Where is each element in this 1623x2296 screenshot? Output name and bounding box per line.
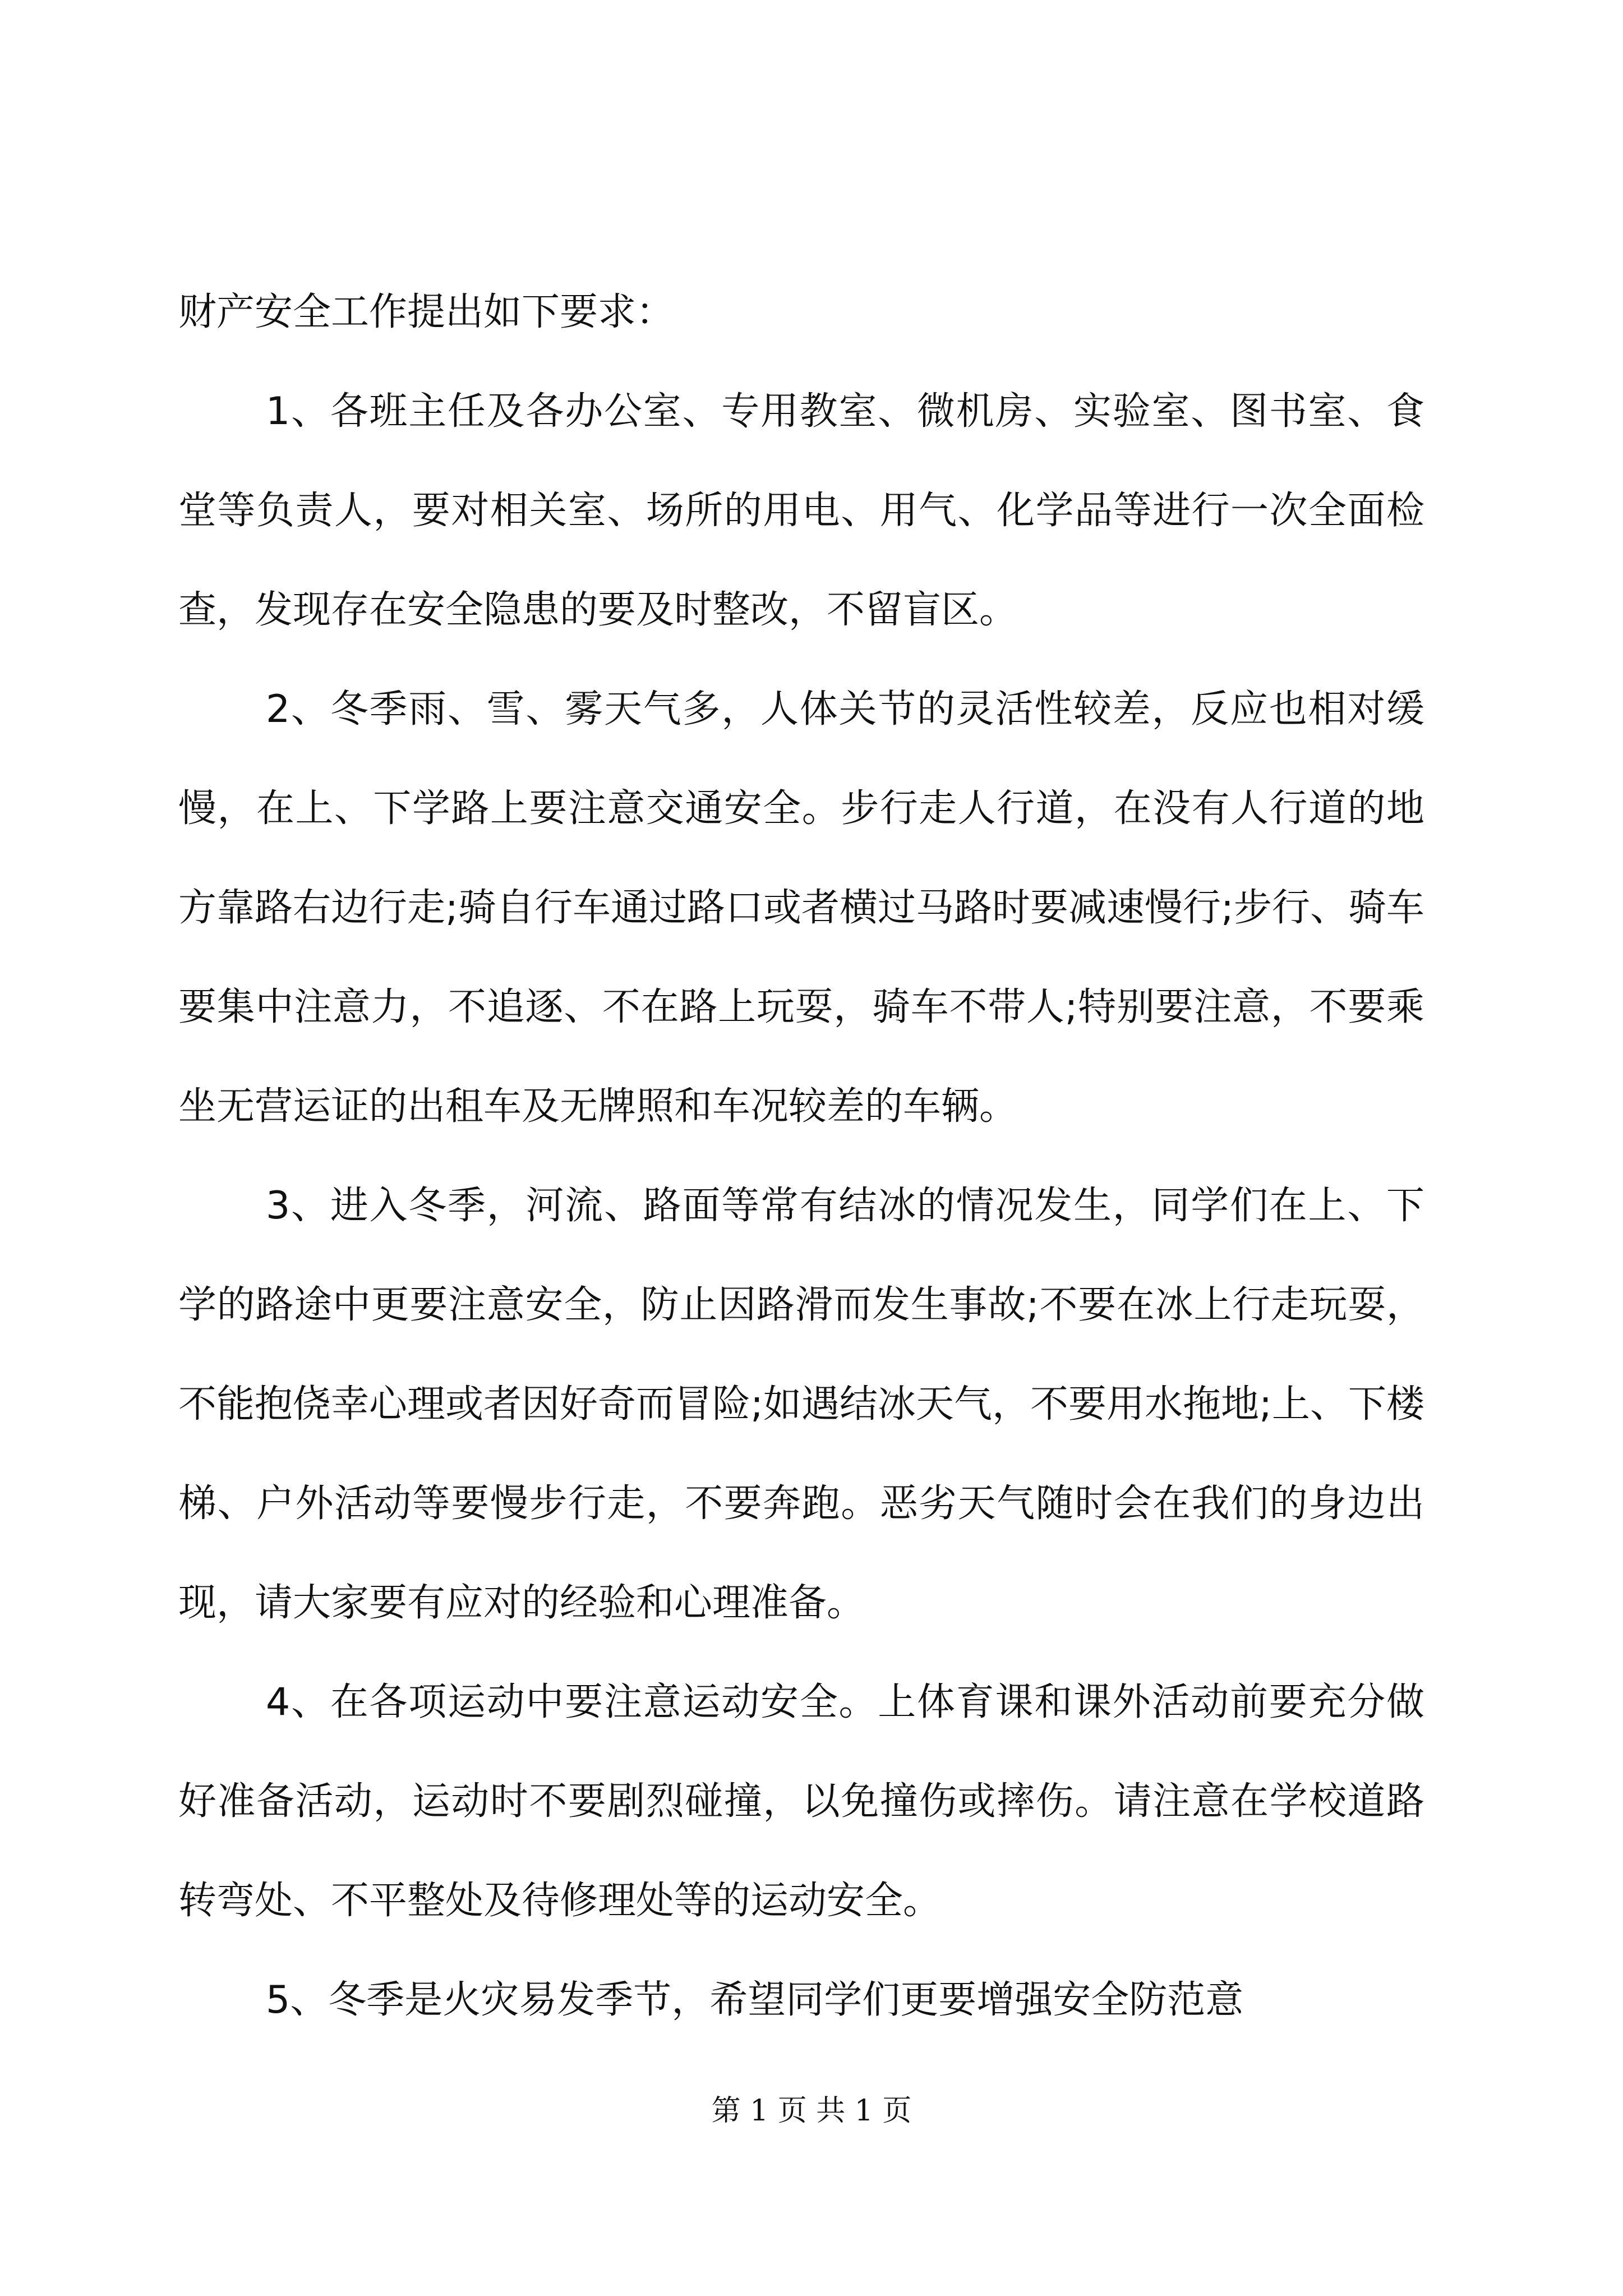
paragraph-item-4: 4、在各项运动中要注意运动安全。上体育课和课外活动前要充分做好准备活动，运动时不要剧烈碰撞，以免撞伤或摔伤。请注意在学校道路转弯处、不平整处及待修理处等的运动安全。 [178, 1680, 1424, 1923]
paragraph-item-5: 5、冬季是火灾易发季节，希望同学们更要增强安全防范意 [266, 1978, 1244, 2022]
body-text [178, 263, 1424, 2050]
paragraph-item-1: 1、各班主任及各办公室、专用教室、微机房、实验室、图书室、食堂等负责人，要对相关室、场所的用电、用气、化学品等进行一次全面检查，发现存在安全隐患的要及时整改，不留盲区。 [178, 389, 1424, 632]
page-footer: 第 1 页 共 1 页 [711, 2094, 912, 2128]
paragraph-item-3: 3、进入冬季，河流、路面等常有结冰的情况发生，同学们在上、下学的路途中更要注意安全，防止因路滑而发生事故;不要在冰上行走玩耍，不能抱侥幸心理或者因好奇而冒险;如遇结冰天气，不要用水拖地;上、下楼梯、户外活动等要慢步行走，不要奔跑。恶劣天气随时会在我们的身边出现，请大家要有应对的经验和心理准备。 [178, 1184, 1424, 1625]
paragraph-intro: 财产安全工作提出如下要求： [178, 290, 675, 334]
paragraph-item-2: 2、冬季雨、雪、雾天气多，人体关节的灵活性较差，反应也相对缓慢，在上、下学路上要注意交通安全。步行走人行道，在没有人行道的地方靠路右边行走;骑自行车通过路口或者横过马路时要减速慢行;步行、骑车要集中注意力，不追逐、不在路上玩耍，骑车不带人;特别要注意，不要乘坐无营运证的出租车及无牌照和车况较差的车辆。 [178, 687, 1424, 1129]
